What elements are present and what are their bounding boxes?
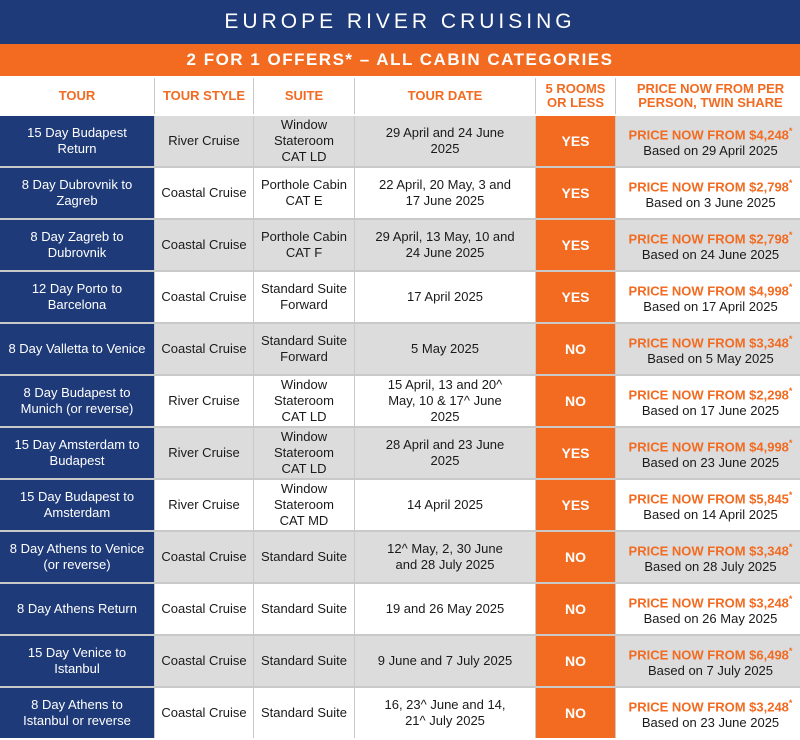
tour-name-cell (0, 376, 154, 426)
suite: Window Stateroom CAT LD (274, 117, 334, 164)
tour-style-cell (155, 168, 253, 218)
tour-date: 9 June and 7 July 2025 (377, 653, 513, 668)
price-footnote-mark: * (788, 333, 793, 344)
suite-cell (254, 428, 354, 478)
table-row (0, 324, 800, 374)
price-cell (616, 168, 800, 218)
tour-date-cell (355, 688, 535, 738)
tour-name: 8 Day Athens Return (17, 601, 137, 616)
suite-cell (254, 688, 354, 738)
price-footnote-mark: * (788, 281, 793, 292)
rooms-cell (536, 584, 615, 634)
rooms-status: NO (565, 705, 586, 721)
rooms-cell (536, 220, 615, 270)
price-now: PRICE NOW FROM $4,998* (628, 281, 793, 299)
tour-date: 29 April and 24 June 2025 (385, 125, 505, 156)
tour-style-cell (155, 116, 253, 166)
price-cell (616, 272, 800, 322)
rooms-status: NO (565, 549, 586, 565)
tour-style-cell (155, 428, 253, 478)
rooms-cell (536, 480, 615, 530)
tour-style-cell (155, 324, 253, 374)
price-now: PRICE NOW FROM $2,798* (628, 229, 793, 247)
suite: Standard Suite Forward (261, 281, 348, 312)
tour-date-cell (355, 480, 535, 530)
tour-name-cell (0, 116, 154, 166)
tour-name-cell (0, 168, 154, 218)
tour-table (0, 116, 800, 738)
rooms-cell (536, 272, 615, 322)
suite-cell (254, 376, 354, 426)
table-row (0, 376, 800, 426)
table-row (0, 428, 800, 478)
tour-style: Coastal Cruise (161, 185, 247, 200)
rooms-status: YES (561, 445, 590, 461)
tour-name: 8 Day Budapest to Munich (or reverse) (20, 385, 134, 416)
suite: Window Stateroom CAT LD (274, 429, 334, 476)
price-now: PRICE NOW FROM $2,298* (628, 385, 793, 403)
tour-date-cell (355, 272, 535, 322)
tour-style-cell (155, 272, 253, 322)
tour-date: 22 April, 20 May, 3 and 17 June 2025 (378, 177, 511, 208)
tour-style: River Cruise (168, 497, 240, 512)
price-footnote-mark: * (788, 489, 793, 500)
suite-cell (254, 220, 354, 270)
tour-style-cell (155, 688, 253, 738)
suite: Window Stateroom CAT MD (274, 481, 334, 528)
tour-name: 8 Day Dubrovnik to Zagreb (21, 177, 133, 208)
header-tour-style: TOUR STYLE (155, 78, 253, 114)
rooms-cell (536, 116, 615, 166)
tour-date-cell (355, 168, 535, 218)
header-suite: SUITE (254, 78, 354, 114)
tour-name: 8 Day Athens to Istanbul or reverse (23, 697, 131, 728)
table-row (0, 584, 800, 634)
tour-name-cell (0, 324, 154, 374)
tour-name: 15 Day Amsterdam to Budapest (14, 437, 140, 468)
suite-cell (254, 532, 354, 582)
table-row (0, 480, 800, 530)
title-bar (0, 0, 800, 44)
price-based-on: Based on 17 June 2025 (641, 403, 780, 419)
suite: Porthole Cabin CAT E (261, 177, 347, 208)
rooms-cell (536, 636, 615, 686)
header-tour: TOUR (0, 78, 154, 114)
tour-style-cell (155, 376, 253, 426)
tour-date: 16, 23^ June and 14, 21^ July 2025 (384, 697, 506, 728)
tour-date-cell (355, 532, 535, 582)
tour-date-cell (355, 584, 535, 634)
price-footnote-mark: * (788, 541, 793, 552)
suite: Standard Suite (261, 653, 348, 668)
tour-style: Coastal Cruise (161, 653, 247, 668)
price-cell (616, 532, 800, 582)
suite-cell (254, 168, 354, 218)
price-now: PRICE NOW FROM $3,348* (628, 333, 793, 351)
table-header (0, 78, 800, 114)
tour-style: River Cruise (168, 133, 240, 148)
rooms-cell (536, 168, 615, 218)
tour-name: 8 Day Valletta to Venice (8, 341, 146, 356)
price-now: PRICE NOW FROM $4,248* (628, 125, 793, 143)
tour-style-cell (155, 532, 253, 582)
page-title: EUROPE RIVER CRUISING (224, 10, 576, 33)
price-now: PRICE NOW FROM $4,998* (628, 437, 793, 455)
tour-name-cell (0, 584, 154, 634)
price-cell (616, 376, 800, 426)
price-cell (616, 688, 800, 738)
price-based-on: Based on 26 May 2025 (643, 611, 778, 627)
rooms-status: YES (561, 237, 590, 253)
tour-style: Coastal Cruise (161, 289, 247, 304)
price-based-on: Based on 29 April 2025 (643, 143, 778, 159)
rooms-cell (536, 428, 615, 478)
price-footnote-mark: * (788, 645, 793, 656)
price-based-on: Based on 3 June 2025 (645, 195, 776, 211)
header-rooms: 5 ROOMS OR LESS (536, 78, 615, 114)
price-now: PRICE NOW FROM $2,798* (628, 177, 793, 195)
rooms-status: NO (565, 653, 586, 669)
tour-date-cell (355, 428, 535, 478)
price-now: PRICE NOW FROM $5,845* (628, 489, 793, 507)
price-footnote-mark: * (788, 385, 793, 396)
rooms-status: NO (565, 393, 586, 409)
table-row (0, 272, 800, 322)
tour-name-cell (0, 532, 154, 582)
suite-cell (254, 272, 354, 322)
tour-name-cell (0, 480, 154, 530)
tour-name: 15 Day Budapest to Amsterdam (19, 489, 135, 520)
tour-style: Coastal Cruise (161, 601, 247, 616)
offer-banner (0, 44, 800, 76)
tour-date: 14 April 2025 (407, 497, 483, 512)
price-cell (616, 636, 800, 686)
price-now: PRICE NOW FROM $3,248* (628, 593, 793, 611)
tour-date: 28 April and 23 June 2025 (385, 437, 505, 468)
price-now: PRICE NOW FROM $6,498* (628, 645, 793, 663)
header-tour-date: TOUR DATE (355, 78, 535, 114)
tour-style: River Cruise (168, 445, 240, 460)
price-based-on: Based on 5 May 2025 (647, 351, 774, 367)
price-cell (616, 324, 800, 374)
tour-style: Coastal Cruise (161, 549, 247, 564)
table-row (0, 688, 800, 738)
price-footnote-mark: * (788, 125, 793, 136)
tour-style-cell (155, 636, 253, 686)
price-based-on: Based on 24 June 2025 (641, 247, 780, 263)
offer-text: 2 FOR 1 OFFERS* – ALL CABIN CATEGORIES (186, 50, 614, 69)
tour-name-cell (0, 428, 154, 478)
suite: Porthole Cabin CAT F (261, 229, 347, 260)
table-row (0, 532, 800, 582)
price-now: PRICE NOW FROM $3,348* (628, 541, 793, 559)
rooms-status: NO (565, 341, 586, 357)
tour-date: 15 April, 13 and 20^ May, 10 & 17^ June 2025 (387, 377, 503, 424)
suite: Window Stateroom CAT LD (274, 377, 334, 424)
price-footnote-mark: * (788, 177, 793, 188)
tour-style: Coastal Cruise (161, 341, 247, 356)
tour-name: 8 Day Athens to Venice (or reverse) (9, 541, 145, 572)
suite-cell (254, 584, 354, 634)
price-based-on: Based on 23 June 2025 (641, 455, 780, 471)
tour-date: 12^ May, 2, 30 June and 28 July 2025 (387, 541, 503, 572)
tour-date: 19 and 26 May 2025 (385, 601, 505, 616)
suite-cell (254, 324, 354, 374)
price-footnote-mark: * (788, 593, 793, 604)
suite: Standard Suite (261, 601, 348, 616)
rooms-status: YES (561, 497, 590, 513)
table-row (0, 116, 800, 166)
rooms-cell (536, 376, 615, 426)
tour-style-cell (155, 584, 253, 634)
tour-date-cell (355, 376, 535, 426)
price-cell (616, 480, 800, 530)
header-price: PRICE NOW FROM PER PERSON, TWIN SHARE (616, 78, 800, 114)
suite-cell (254, 116, 354, 166)
tour-date-cell (355, 324, 535, 374)
price-footnote-mark: * (788, 697, 793, 708)
tour-name-cell (0, 272, 154, 322)
suite: Standard Suite (261, 549, 348, 564)
tour-date: 17 April 2025 (407, 289, 483, 304)
tour-name-cell (0, 220, 154, 270)
suite: Standard Suite Forward (261, 333, 348, 364)
rooms-status: YES (561, 133, 590, 149)
table-row (0, 636, 800, 686)
tour-date: 5 May 2025 (411, 341, 479, 356)
price-based-on: Based on 14 April 2025 (643, 507, 778, 523)
suite-cell (254, 480, 354, 530)
rooms-status: NO (565, 601, 586, 617)
price-cell (616, 584, 800, 634)
rooms-status: YES (561, 289, 590, 305)
tour-style-cell (155, 480, 253, 530)
tour-style-cell (155, 220, 253, 270)
price-based-on: Based on 7 July 2025 (647, 663, 774, 679)
tour-style: Coastal Cruise (161, 237, 247, 252)
tour-name: 15 Day Venice to Istanbul (27, 645, 127, 676)
price-based-on: Based on 28 July 2025 (644, 559, 777, 575)
price-based-on: Based on 23 June 2025 (641, 715, 780, 731)
rooms-cell (536, 532, 615, 582)
price-based-on: Based on 17 April 2025 (643, 299, 778, 315)
price-cell (616, 116, 800, 166)
tour-style: Coastal Cruise (161, 705, 247, 720)
suite: Standard Suite (261, 705, 348, 720)
price-cell (616, 428, 800, 478)
price-cell (616, 220, 800, 270)
tour-date-cell (355, 636, 535, 686)
price-now: PRICE NOW FROM $3,248* (628, 697, 793, 715)
table-row (0, 220, 800, 270)
tour-date: 29 April, 13 May, 10 and 24 June 2025 (375, 229, 515, 260)
tour-name: 12 Day Porto to Barcelona (31, 281, 123, 312)
tour-name: 8 Day Zagreb to Dubrovnik (30, 229, 124, 260)
rooms-cell (536, 324, 615, 374)
price-footnote-mark: * (788, 229, 793, 240)
price-footnote-mark: * (788, 437, 793, 448)
rooms-cell (536, 688, 615, 738)
tour-name-cell (0, 688, 154, 738)
tour-name-cell (0, 636, 154, 686)
suite-cell (254, 636, 354, 686)
tour-name: 15 Day Budapest Return (27, 125, 127, 156)
table-row (0, 168, 800, 218)
tour-style: River Cruise (168, 393, 240, 408)
tour-date-cell (355, 220, 535, 270)
rooms-status: YES (561, 185, 590, 201)
tour-date-cell (355, 116, 535, 166)
